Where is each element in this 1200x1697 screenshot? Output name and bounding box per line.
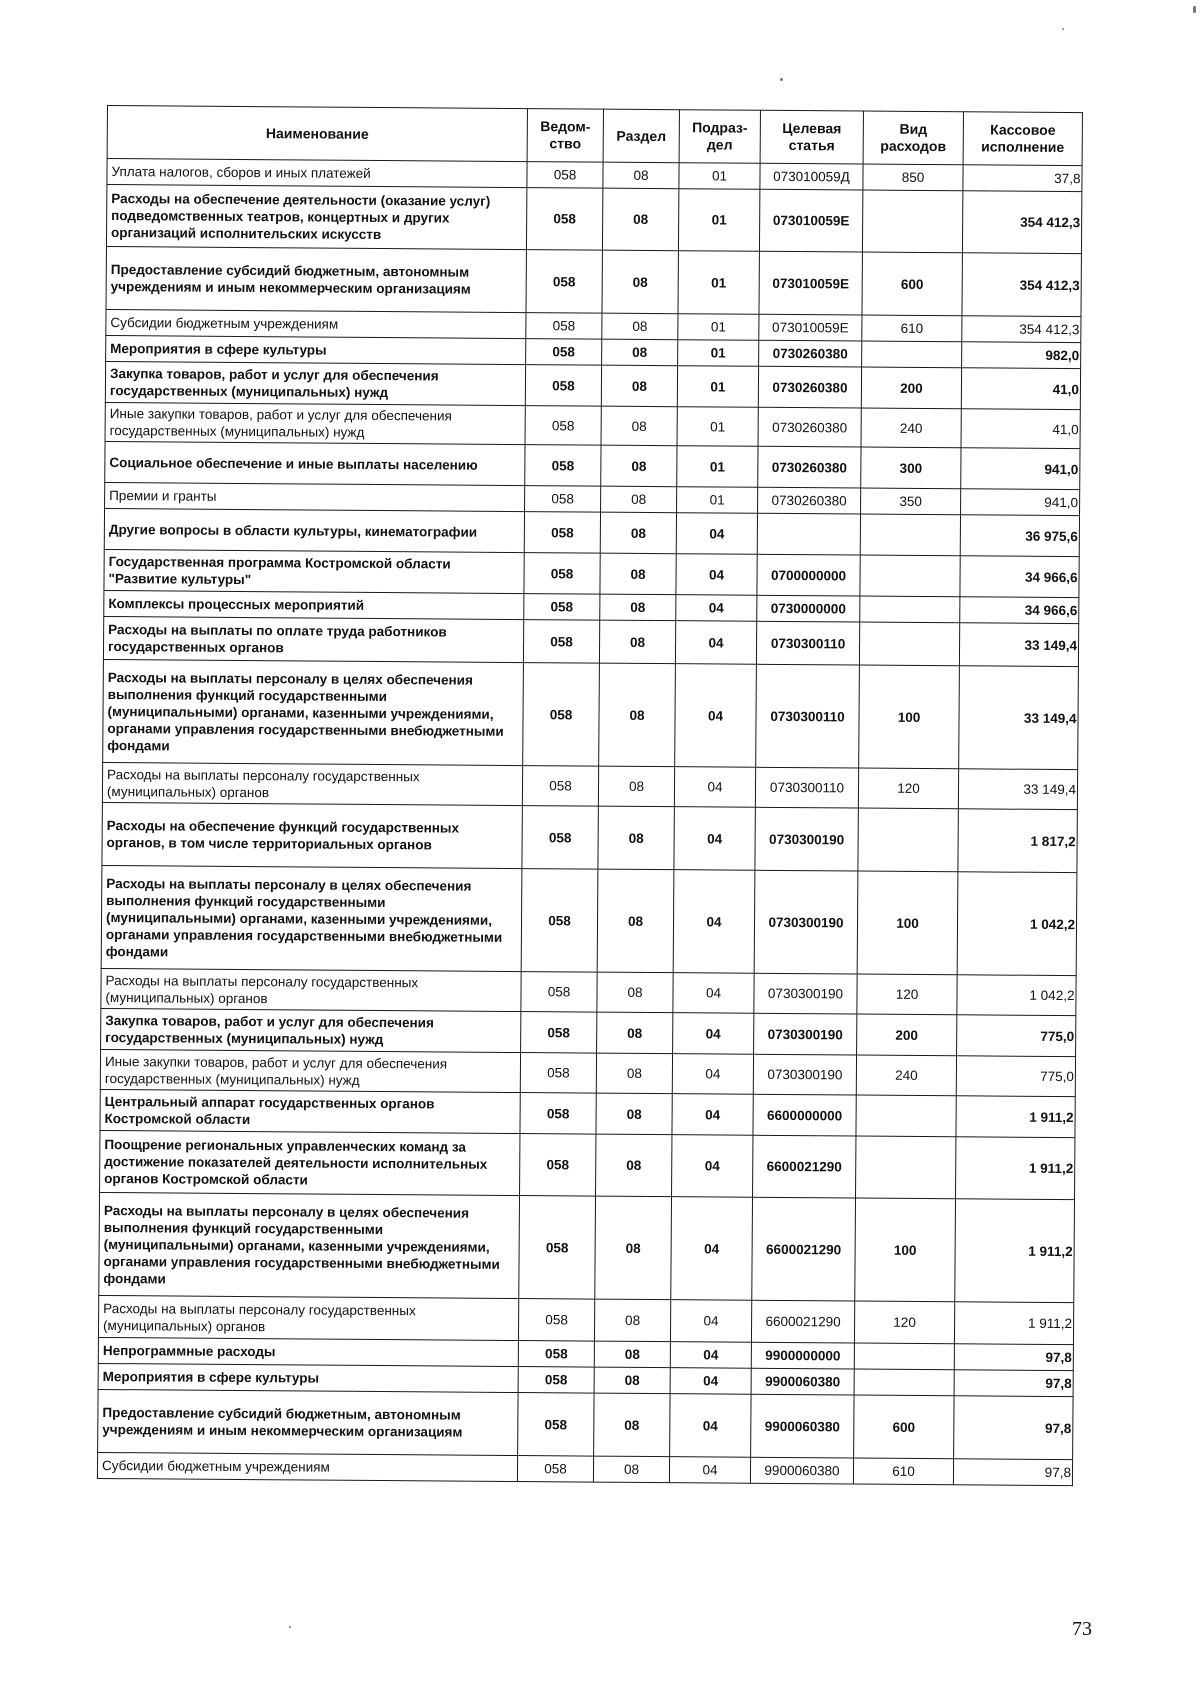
cell-amount: 1 911,2 bbox=[956, 1096, 1075, 1138]
cell-subsection: 04 bbox=[675, 621, 756, 665]
cell-kind: 100 bbox=[855, 1198, 956, 1302]
cell-section: 08 bbox=[602, 339, 678, 366]
cell-section: 08 bbox=[593, 1456, 669, 1483]
cell-dept: 058 bbox=[524, 553, 600, 595]
cell-name: Иные закупки товаров, работ и услуг для обеспечения государственных (муниципальных) нужд bbox=[105, 402, 525, 444]
scan-speck bbox=[780, 78, 783, 81]
table-row bbox=[104, 549, 1079, 597]
cell-target: 0730300190 bbox=[755, 807, 858, 871]
cell-section: 08 bbox=[599, 620, 675, 664]
cell-dept: 058 bbox=[526, 339, 602, 366]
cell-dept: 058 bbox=[517, 1456, 593, 1483]
cell-dept: 058 bbox=[522, 806, 598, 870]
cell-kind: 200 bbox=[857, 1014, 957, 1056]
cell-dept: 058 bbox=[525, 486, 601, 513]
cell-name: Мероприятия в сфере культуры bbox=[98, 1363, 518, 1392]
cell-subsection: 01 bbox=[677, 446, 758, 488]
cell-target: 073010059Е bbox=[759, 314, 862, 341]
cell-name: Уплата налогов, сборов и иных платежей bbox=[107, 159, 527, 188]
cell-amount: 1 911,2 bbox=[955, 1199, 1075, 1303]
cell-amount: 1 911,2 bbox=[956, 1137, 1075, 1200]
cell-section: 08 bbox=[602, 250, 678, 314]
cell-section: 08 bbox=[601, 365, 677, 407]
cell-target: 0730300190 bbox=[754, 1013, 857, 1055]
cell-subsection: 04 bbox=[676, 513, 757, 555]
cell-dept: 058 bbox=[518, 1393, 594, 1457]
cell-section: 08 bbox=[594, 1393, 670, 1457]
cell-target: 073010059Е bbox=[759, 189, 862, 252]
cell-name: Расходы на выплаты по оплате труда работников государственных органов bbox=[103, 616, 523, 662]
cell-amount: 1 911,2 bbox=[954, 1302, 1073, 1345]
table-row bbox=[106, 185, 1081, 254]
cell-name: Иные закупки товаров, работ и услуг для обеспечения государственных (муниципальных) нужд bbox=[100, 1049, 520, 1092]
cell-subsection: 04 bbox=[670, 1394, 751, 1458]
cell-kind: 240 bbox=[861, 408, 961, 448]
cell-dept: 058 bbox=[524, 594, 600, 621]
cell-kind bbox=[856, 1136, 956, 1199]
cell-amount: 33 149,4 bbox=[959, 666, 1079, 770]
cell-dept: 058 bbox=[525, 445, 601, 487]
cell-subsection: 04 bbox=[672, 1135, 753, 1198]
cell-name: Комплексы процессных мероприятий bbox=[104, 590, 524, 619]
cell-dept: 058 bbox=[518, 1341, 594, 1368]
cell-amount: 41,0 bbox=[961, 409, 1080, 449]
cell-kind: 300 bbox=[861, 447, 961, 489]
cell-dept: 058 bbox=[523, 620, 599, 664]
page-number: 73 bbox=[1072, 1618, 1092, 1640]
cell-section: 08 bbox=[596, 1093, 672, 1135]
cell-subsection: 04 bbox=[670, 1342, 751, 1369]
cell-name: Субсидии бюджетным учреждениям bbox=[106, 309, 526, 338]
cell-target: 9900060380 bbox=[751, 1368, 854, 1395]
cell-name: Расходы на обеспечение деятельности (оказание услуг) подведомственных театров, концертных и других организаций исполнительских искусств bbox=[106, 185, 526, 250]
cell-dept: 058 bbox=[519, 1196, 596, 1300]
cell-name: Мероприятия в сфере культуры bbox=[106, 335, 526, 364]
cell-subsection: 01 bbox=[678, 189, 759, 252]
cell-amount: 97,8 bbox=[954, 1370, 1073, 1397]
cell-amount: 34 966,6 bbox=[960, 597, 1079, 624]
cell-kind bbox=[862, 190, 962, 253]
cell-kind: 610 bbox=[853, 1458, 953, 1485]
cell-subsection: 01 bbox=[678, 251, 759, 315]
cell-amount: 354 412,3 bbox=[962, 191, 1081, 254]
header-name: Наименование bbox=[107, 106, 527, 162]
cell-kind bbox=[858, 808, 958, 872]
cell-name: Субсидии бюджетным учреждениям bbox=[97, 1452, 517, 1481]
cell-section: 08 bbox=[598, 766, 674, 807]
cell-subsection: 04 bbox=[669, 1457, 750, 1484]
cell-subsection: 04 bbox=[675, 664, 757, 768]
cell-target: 0730300110 bbox=[756, 621, 859, 665]
cell-name: Закупка товаров, работ и услуг для обеспечения государственных (муниципальных) нужд bbox=[101, 1008, 521, 1052]
cell-subsection: 04 bbox=[676, 595, 757, 622]
budget-execution-table bbox=[97, 105, 1083, 1486]
cell-dept: 058 bbox=[518, 1299, 594, 1342]
table-row bbox=[104, 508, 1079, 556]
cell-section: 08 bbox=[594, 1299, 670, 1342]
header-amount: Кассовое исполнение bbox=[963, 112, 1082, 166]
cell-dept: 058 bbox=[527, 162, 603, 189]
cell-section: 08 bbox=[600, 553, 676, 595]
cell-kind bbox=[856, 1095, 956, 1137]
cell-amount: 775,0 bbox=[956, 1056, 1075, 1097]
cell-target: 0730300190 bbox=[754, 973, 857, 1014]
cell-section: 08 bbox=[602, 313, 678, 340]
cell-subsection: 01 bbox=[677, 487, 758, 514]
cell-target: 0730300190 bbox=[754, 870, 858, 974]
scan-speck bbox=[1062, 28, 1064, 30]
cell-name: Расходы на выплаты персоналу в целях обеспечения выполнения функций государственными (муниципальными) органами, казенными учреждениями, органами управления государственными внебюджетными фондами bbox=[101, 865, 522, 971]
cell-target: 9900060380 bbox=[751, 1394, 854, 1458]
cell-name: Закупка товаров, работ и услуг для обеспечения государственных (муниципальных) нужд bbox=[105, 361, 525, 405]
cell-amount: 982,0 bbox=[962, 342, 1081, 369]
cell-amount: 354 412,3 bbox=[962, 253, 1081, 317]
cell-section: 08 bbox=[597, 869, 674, 973]
cell-section: 08 bbox=[597, 972, 673, 1013]
cell-kind: 610 bbox=[862, 315, 962, 342]
cell-kind bbox=[860, 596, 960, 623]
cell-target: 6600021290 bbox=[752, 1197, 856, 1301]
header-kind: Вид расходов bbox=[863, 111, 963, 165]
cell-target: 9900060380 bbox=[750, 1457, 853, 1484]
cell-dept: 058 bbox=[521, 1012, 597, 1054]
table-row bbox=[101, 968, 1076, 1015]
cell-kind: 120 bbox=[854, 1301, 954, 1344]
cell-dept: 058 bbox=[525, 365, 601, 407]
cell-subsection: 04 bbox=[674, 807, 755, 871]
cell-dept: 058 bbox=[518, 1367, 594, 1394]
cell-target: 073010059Е bbox=[759, 251, 862, 315]
cell-amount: 97,8 bbox=[953, 1459, 1072, 1486]
cell-amount: 941,0 bbox=[961, 448, 1080, 490]
cell-kind: 120 bbox=[857, 974, 957, 1015]
cell-kind bbox=[860, 514, 960, 556]
cell-name: Предоставление субсидий бюджетным, автономным учреждениям и иным некоммерческим организациям bbox=[106, 246, 526, 312]
cell-kind: 200 bbox=[861, 367, 961, 409]
cell-section: 08 bbox=[600, 512, 676, 554]
cell-dept: 058 bbox=[523, 663, 600, 767]
cell-kind: 350 bbox=[861, 488, 961, 515]
cell-target: 0730300190 bbox=[753, 1054, 856, 1095]
cell-dept: 058 bbox=[520, 1093, 596, 1135]
cell-amount: 33 149,4 bbox=[958, 769, 1077, 810]
table-row bbox=[102, 802, 1077, 872]
cell-amount: 41,0 bbox=[961, 368, 1080, 410]
cell-section: 08 bbox=[597, 1012, 673, 1054]
cell-amount: 1 817,2 bbox=[958, 809, 1077, 873]
header-dept: Ведом- ство bbox=[527, 109, 603, 163]
cell-amount: 941,0 bbox=[961, 489, 1080, 516]
cell-kind: 240 bbox=[856, 1055, 956, 1096]
table-row bbox=[100, 1089, 1075, 1137]
cell-subsection: 04 bbox=[674, 767, 755, 808]
cell-amount: 354 412,3 bbox=[962, 316, 1081, 343]
table-row bbox=[101, 1008, 1076, 1056]
cell-target: 6600021290 bbox=[753, 1135, 856, 1198]
cell-subsection: 04 bbox=[673, 1013, 754, 1055]
cell-dept: 058 bbox=[525, 406, 601, 446]
cell-kind bbox=[854, 1343, 954, 1370]
cell-dept: 058 bbox=[526, 250, 602, 314]
cell-name: Премии и гранты bbox=[105, 482, 525, 511]
cell-subsection: 01 bbox=[677, 407, 758, 447]
cell-target bbox=[757, 513, 860, 555]
cell-section: 08 bbox=[603, 162, 679, 189]
cell-section: 08 bbox=[598, 806, 674, 870]
scan-speck bbox=[289, 1626, 291, 1628]
cell-kind: 600 bbox=[854, 1395, 954, 1459]
table-row bbox=[102, 762, 1077, 809]
cell-amount: 37,8 bbox=[963, 165, 1082, 192]
cell-name: Расходы на обеспечение функций государственных органов, в том числе территориальных органов bbox=[102, 802, 522, 868]
cell-name: Непрограммные расходы bbox=[98, 1337, 518, 1366]
cell-section: 08 bbox=[595, 1196, 672, 1300]
cell-section: 08 bbox=[601, 486, 677, 513]
cell-name: Расходы на выплаты персоналу в целях обеспечения выполнения функций государственными (муниципальными) органами, казенными учреждениями, органами управления государственными внебюджетными фондами bbox=[103, 659, 524, 765]
table-row bbox=[105, 441, 1080, 489]
cell-amount: 97,8 bbox=[954, 1344, 1073, 1371]
cell-name: Социальное обеспечение и иные выплаты населению bbox=[105, 441, 525, 485]
cell-kind bbox=[854, 1369, 954, 1396]
cell-dept: 058 bbox=[526, 188, 602, 251]
cell-target: 0700000000 bbox=[757, 554, 860, 596]
cell-section: 08 bbox=[599, 663, 676, 767]
cell-target: 0730260380 bbox=[758, 407, 861, 447]
cell-subsection: 04 bbox=[672, 1094, 753, 1136]
cell-name: Расходы на выплаты персоналу государственных (муниципальных) органов bbox=[102, 762, 522, 805]
cell-name: Государственная программа Костромской области "Развитие культуры" bbox=[104, 549, 524, 593]
table-row bbox=[103, 616, 1078, 666]
cell-target: 0730260380 bbox=[758, 446, 861, 488]
cell-section: 08 bbox=[594, 1341, 670, 1368]
cell-subsection: 04 bbox=[671, 1197, 753, 1301]
cell-target: 0730260380 bbox=[759, 340, 862, 367]
cell-amount: 34 966,6 bbox=[960, 556, 1079, 598]
cell-name: Предоставление субсидий бюджетным, автономным учреждениям и иным некоммерческим организациям bbox=[98, 1389, 518, 1455]
cell-amount: 775,0 bbox=[957, 1015, 1076, 1057]
cell-dept: 058 bbox=[522, 766, 598, 807]
table-row bbox=[99, 1192, 1075, 1302]
cell-dept: 058 bbox=[520, 1134, 596, 1197]
table-header-row bbox=[107, 106, 1082, 166]
cell-subsection: 04 bbox=[670, 1300, 751, 1343]
cell-target: 0730260380 bbox=[758, 487, 861, 514]
cell-target: 0730300110 bbox=[755, 767, 858, 808]
cell-kind bbox=[862, 341, 962, 368]
scan-speck bbox=[1193, 6, 1196, 13]
cell-name: Расходы на выплаты персоналу государственных (муниципальных) органов bbox=[98, 1295, 518, 1340]
cell-section: 08 bbox=[601, 406, 677, 446]
cell-dept: 058 bbox=[526, 313, 602, 340]
cell-kind: 600 bbox=[862, 252, 962, 316]
header-target: Целевая статья bbox=[760, 110, 863, 164]
header-subsection: Подраз- дел bbox=[679, 110, 760, 164]
cell-subsection: 04 bbox=[673, 973, 754, 1014]
cell-amount: 1 042,2 bbox=[957, 872, 1077, 976]
table-row bbox=[100, 1130, 1075, 1199]
cell-section: 08 bbox=[601, 445, 677, 487]
header-section: Раздел bbox=[603, 109, 679, 163]
cell-name: Центральный аппарат государственных органов Костромской области bbox=[100, 1089, 520, 1133]
cell-dept: 058 bbox=[521, 972, 597, 1013]
cell-target: 6600000000 bbox=[753, 1094, 856, 1136]
cell-section: 08 bbox=[594, 1367, 670, 1394]
cell-amount: 36 975,6 bbox=[960, 515, 1079, 557]
table-row bbox=[98, 1295, 1073, 1344]
table-row bbox=[106, 246, 1081, 316]
cell-kind: 850 bbox=[863, 164, 963, 191]
cell-subsection: 01 bbox=[678, 314, 759, 341]
table-row bbox=[103, 659, 1079, 769]
cell-section: 08 bbox=[596, 1053, 672, 1094]
cell-target: 073010059Д bbox=[760, 163, 863, 190]
table-row bbox=[100, 1049, 1075, 1096]
cell-name: Расходы на выплаты персоналу государственных (муниципальных) органов bbox=[101, 968, 521, 1011]
cell-dept: 058 bbox=[521, 869, 598, 973]
cell-kind: 100 bbox=[859, 665, 960, 769]
cell-dept: 058 bbox=[524, 512, 600, 554]
cell-subsection: 04 bbox=[670, 1368, 751, 1395]
table-row bbox=[101, 865, 1077, 975]
cell-kind: 120 bbox=[858, 768, 958, 809]
cell-kind bbox=[860, 555, 960, 597]
cell-kind bbox=[859, 622, 959, 666]
cell-subsection: 01 bbox=[678, 340, 759, 367]
cell-section: 08 bbox=[602, 188, 678, 251]
cell-name: Расходы на выплаты персоналу в целях обеспечения выполнения функций государственными (муниципальными) органами, казенными учреждениями, органами управления государственными внебюджетными фондами bbox=[99, 1192, 520, 1298]
cell-amount: 97,8 bbox=[954, 1396, 1073, 1460]
cell-name: Другие вопросы в области культуры, кинематографии bbox=[104, 508, 524, 552]
cell-subsection: 04 bbox=[676, 554, 757, 596]
cell-target: 0730300110 bbox=[756, 664, 860, 768]
table-row bbox=[105, 361, 1080, 409]
cell-section: 08 bbox=[596, 1134, 672, 1197]
table-body bbox=[97, 159, 1082, 1486]
cell-name: Поощрение региональных управленческих команд за достижение показателей деятельности исполнительных органов Костромской области bbox=[100, 1130, 520, 1195]
cell-target: 9900000000 bbox=[751, 1342, 854, 1369]
cell-subsection: 04 bbox=[672, 1054, 753, 1095]
cell-target: 0730260380 bbox=[758, 366, 861, 408]
cell-target: 0730000000 bbox=[757, 595, 860, 622]
cell-subsection: 04 bbox=[673, 870, 755, 974]
cell-kind: 100 bbox=[857, 871, 958, 975]
cell-section: 08 bbox=[600, 594, 676, 621]
cell-amount: 1 042,2 bbox=[957, 975, 1076, 1016]
cell-amount: 33 149,4 bbox=[959, 623, 1078, 667]
cell-dept: 058 bbox=[520, 1053, 596, 1094]
cell-subsection: 01 bbox=[679, 163, 760, 190]
table-row bbox=[98, 1389, 1073, 1459]
cell-subsection: 01 bbox=[677, 366, 758, 408]
cell-target: 6600021290 bbox=[751, 1300, 854, 1343]
